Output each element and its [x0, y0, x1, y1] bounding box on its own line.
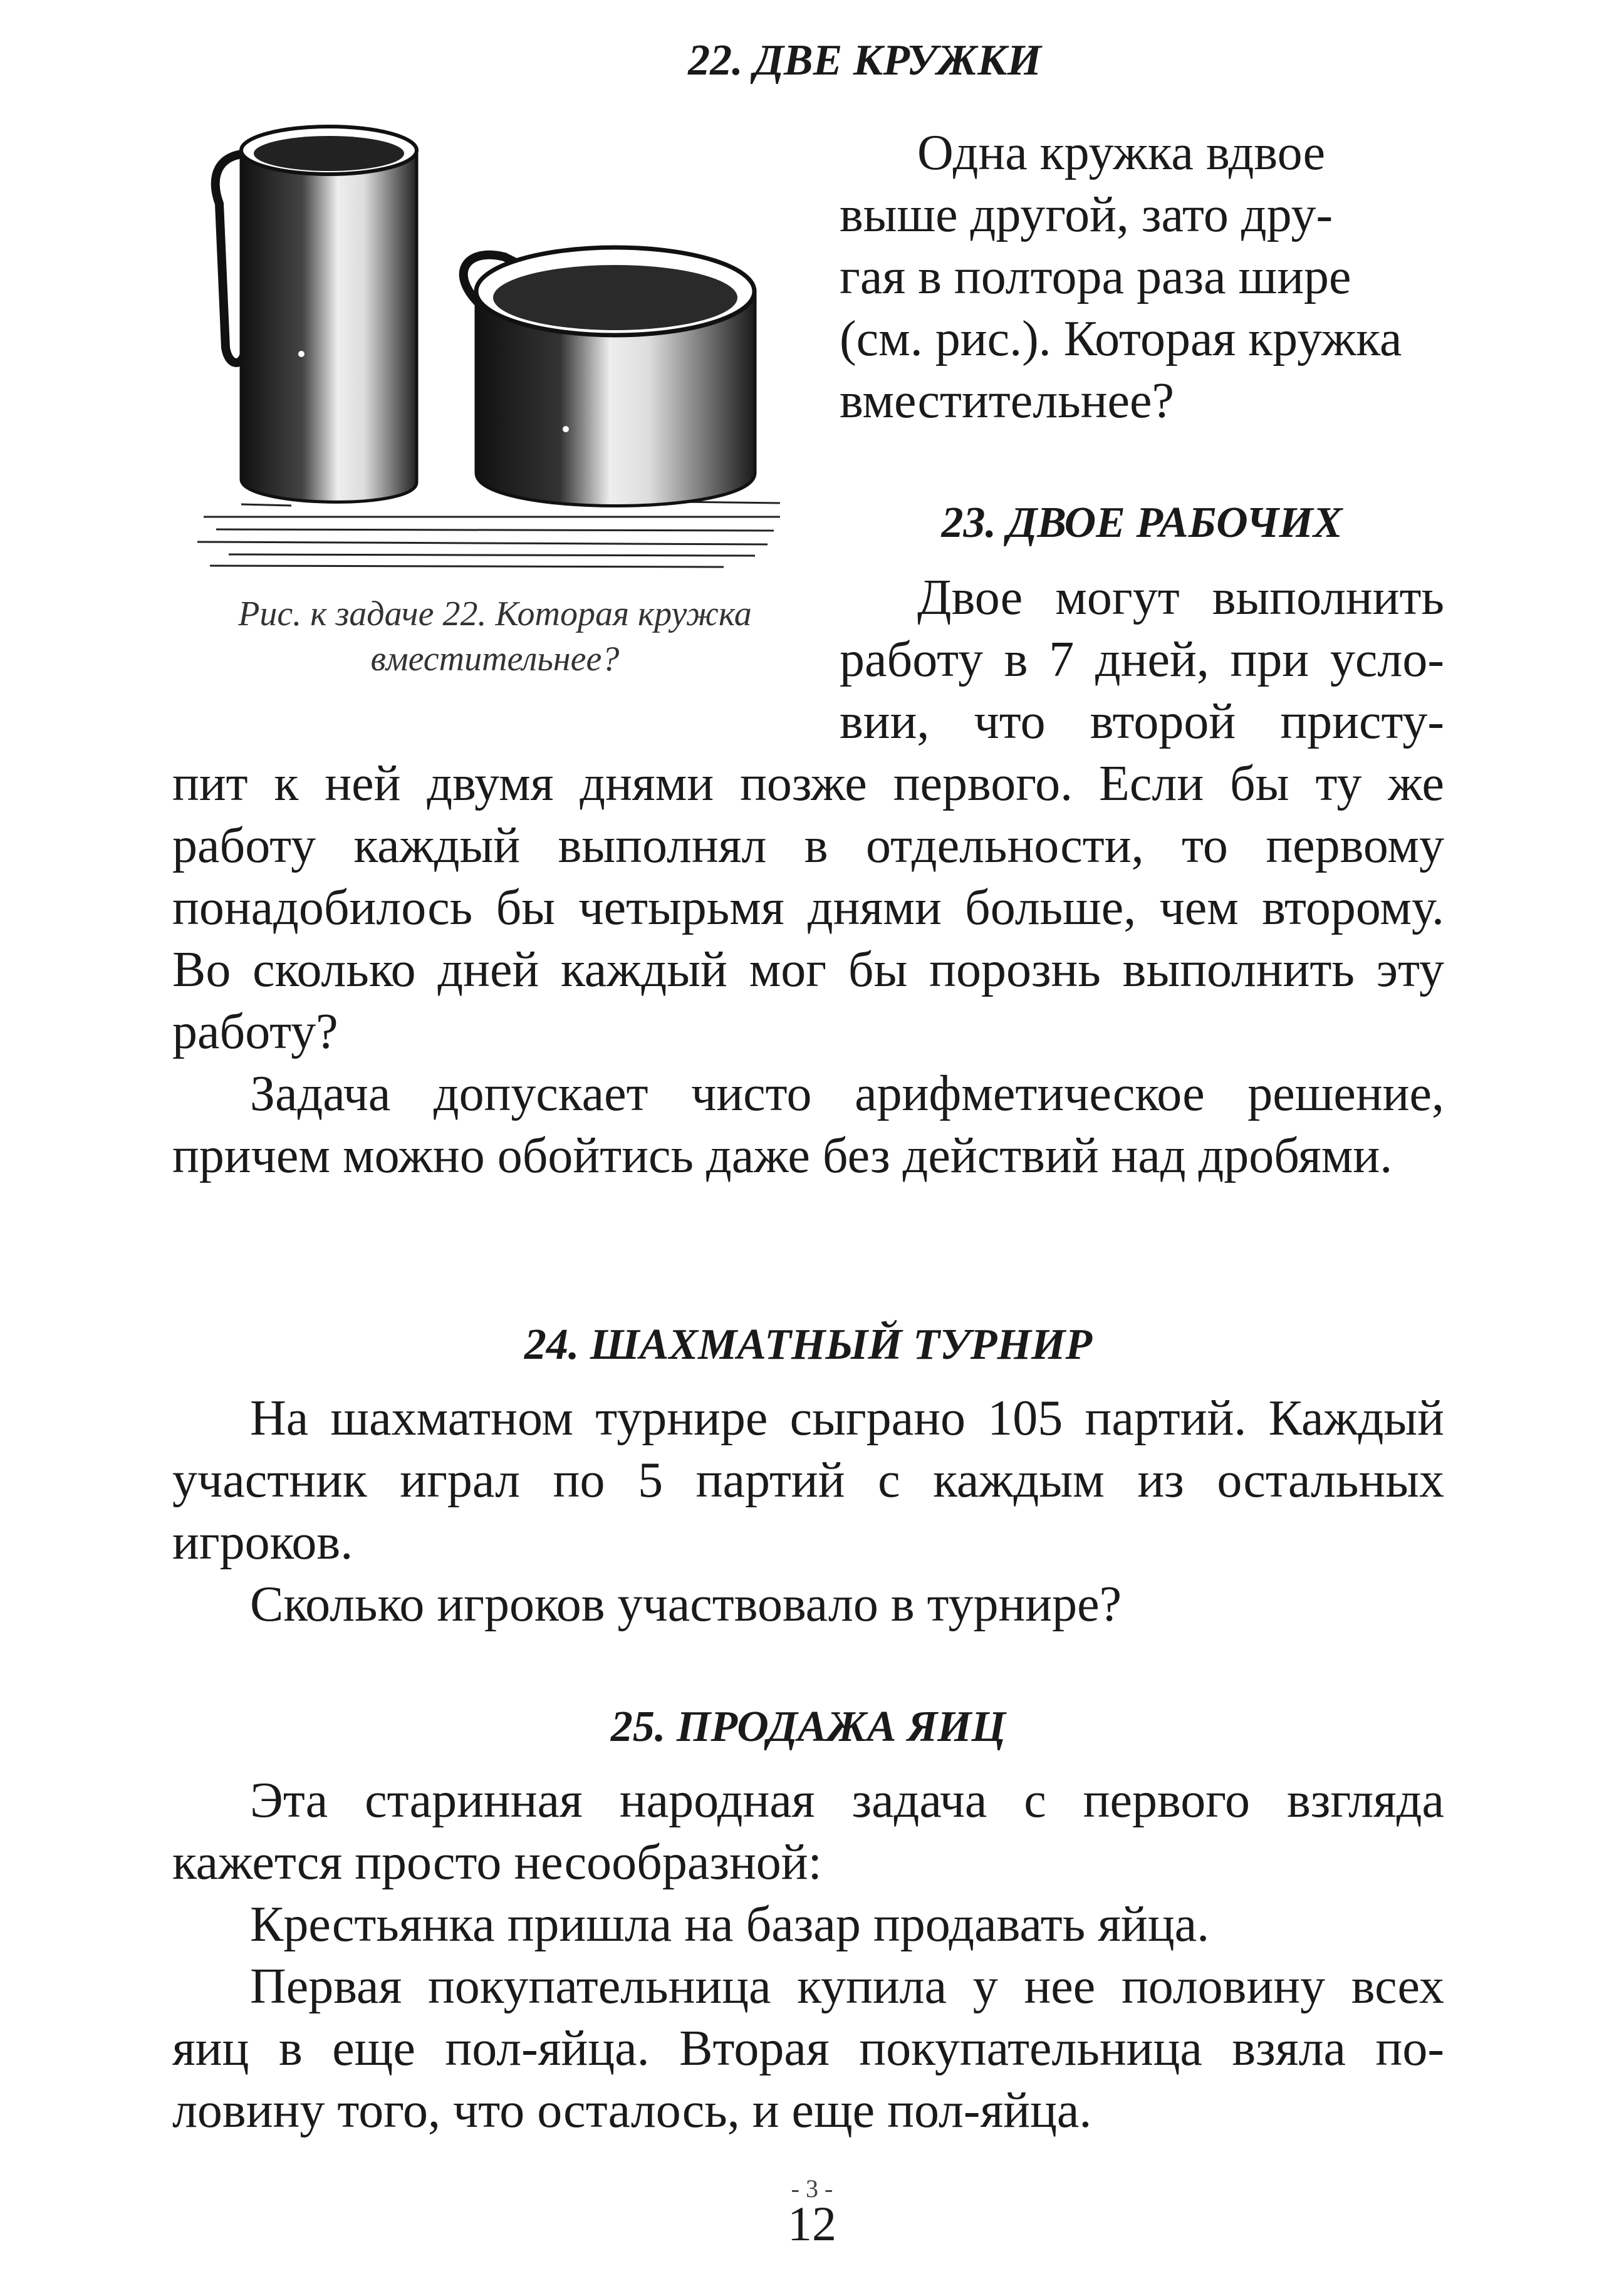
problem-23-note: Задача допускает чисто арифметическое решение, причем можно обойтись даже без действий над дробями.: [172, 1066, 1444, 1183]
problem-22-title: 22. ДВЕ КРУЖКИ: [688, 36, 1041, 85]
problem-23-right-text: Двое могут выполнить работу в 7 дней, при усло- вии, что второй присту-: [840, 570, 1444, 749]
problem-25-paragraph-1: Эта старинная народная задача с первого взгляда кажется просто несообразной:: [172, 1773, 1444, 1890]
problem-25-body: [172, 1770, 1444, 2142]
problem-22-text: [840, 122, 1444, 432]
figure-caption: Рис. к задаче 22. Которая кружка вместительнее?: [238, 595, 752, 678]
two-mugs-illustration: [191, 116, 793, 573]
problem-24-paragraph-2: Сколько игроков участвовало в турнире?: [250, 1577, 1122, 1632]
problem-25-title: 25. ПРОДАЖА ЯИЦ: [610, 1703, 1006, 1751]
problem-24-paragraph-1: На шахматном турнире сыграно 105 партий. Каждый участник играл по 5 партий с каждым из остальных игроков.: [172, 1391, 1444, 1570]
problem-22-line: Одна кружка вдвое выше другой, зато дру- гая в полтора раза шире (см. рис.). Которая кружка вместительнее?: [840, 125, 1402, 429]
problem-24-body: [172, 1388, 1444, 1636]
problem-23-paragraph: пит к ней двумя днями позже первого. Если бы ту же работу каждый выполнял в отдельности, то первому понадобилось бы четырьмя днями больше, чем второму. Во сколько дней каждый мог бы порознь выполнить эту работу?: [172, 756, 1444, 1059]
problem-25-paragraph-2: Крестьянка пришла на базар продавать яйца.: [250, 1897, 1210, 1952]
problem-25-paragraph-3: Первая покупательница купила у нее половину всех яиц в еще пол-яйца. Вторая покупательница взяла половину того, что осталось, и еще пол-яйца.: [172, 1959, 1444, 2138]
page-number-small: - 3 -: [791, 2174, 833, 2203]
table-surface: [197, 501, 780, 567]
problem-23-title: 23. ДВОЕ РАБОЧИХ: [941, 499, 1343, 547]
page-number: 12: [788, 2196, 836, 2251]
problem-23-body: [172, 753, 1444, 1187]
problem-24-title: 24. ШАХМАТНЫЙ ТУРНИР: [524, 1321, 1093, 1369]
